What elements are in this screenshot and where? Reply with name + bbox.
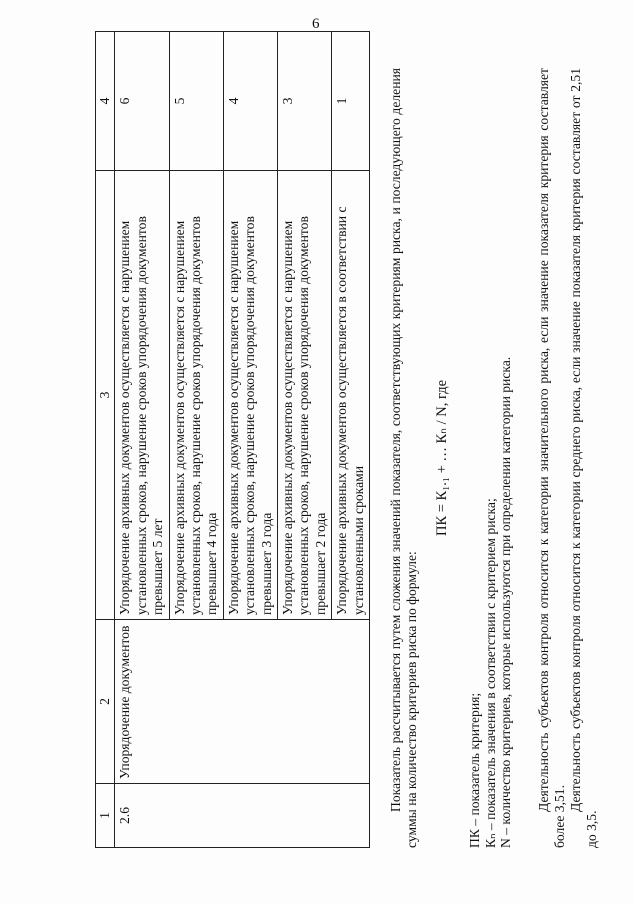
row-description: Упорядочение архивных документов осуществляется с нарушением установленных сроков, нарушение сроков упорядочения документов превышает 5 лет (115, 171, 169, 620)
row-score: 3 (278, 32, 332, 171)
row-description: Упорядочение архивных документов осуществляется с нарушением установленных сроков, нарушение сроков упорядочения документов превышает 3 года (223, 171, 277, 620)
significant-risk-paragraph: Деятельность субъектов контроля относится к категории значительного риска, если значение показателя критерия составляет более 3,51. (535, 68, 567, 848)
definition-item: ПК – показатель критерия; (467, 692, 483, 848)
row-score: 5 (169, 32, 223, 171)
row-score: 6 (115, 32, 169, 171)
rotated-page-content (95, 68, 599, 848)
medium-risk-paragraph: Деятельность субъектов контроля относится к категории среднего риска, если значение показателя критерия составляет от 2,51 до 3,5. (567, 68, 599, 848)
criteria-table (95, 31, 370, 848)
definition-item: Кₙ – показатель значения в соответствии с критерием риска; (482, 498, 498, 848)
header-col-1: 1 (96, 784, 115, 848)
row-score: 4 (223, 32, 277, 171)
table-row (115, 32, 169, 848)
header-col-2: 2 (96, 620, 115, 784)
definition-item: N – количество критериев, которые используются при определении категории риска. (498, 356, 514, 848)
row-description: Упорядочение архивных документов осуществляется в соответствии с установленными сроками (332, 171, 370, 620)
row-description: Упорядочение архивных документов осуществляется с нарушением установленных сроков, нарушение сроков упорядочения документов превышает 4 года (169, 171, 223, 620)
formula: ПК = К₁.₁ + … Кₙ / N, где (434, 379, 451, 537)
header-col-4: 4 (96, 32, 115, 171)
definitions-list (467, 68, 514, 848)
section-number: 2.6 (115, 784, 370, 848)
page-number: 6 (312, 16, 320, 32)
row-description: Упорядочение архивных документов осуществляется с нарушением установленных сроков, нарушение сроков упорядочения документов превышает 2 года (278, 171, 332, 620)
calculation-paragraph: Показатель рассчитывается путем сложения значений показателя, соответствующих критериям риска, и последующего деления суммы на количество критериев риска по формуле: (388, 68, 420, 848)
section-name: Упорядочение документов (115, 620, 370, 784)
table-header-row (96, 32, 115, 848)
header-col-3: 3 (96, 171, 115, 620)
row-score: 1 (332, 32, 370, 171)
